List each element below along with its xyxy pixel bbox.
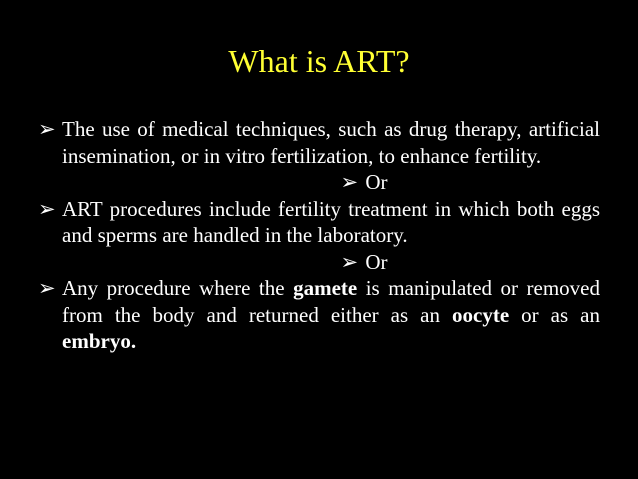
arrow-bullet-icon: ➢ bbox=[38, 117, 56, 141]
bullet-text-part: Any procedure where the bbox=[62, 276, 294, 300]
bullet-text: ART procedures include fertility treatment in which both eggs and sperms are handled in the laboratory. bbox=[62, 196, 600, 247]
slide-title: What is ART? bbox=[228, 43, 410, 79]
arrow-bullet-icon: ➢ bbox=[38, 196, 56, 221]
or-separator bbox=[38, 249, 600, 276]
or-label: Or bbox=[365, 249, 388, 274]
bold-term-embryo: embryo. bbox=[62, 329, 137, 353]
bullet-text: The use of medical techniques, such as drug therapy, artificial insemination, or in vitro fertilization, to enhance fertility. bbox=[62, 117, 600, 168]
bullet-item-procedures bbox=[38, 196, 600, 249]
slide-content bbox=[38, 116, 600, 355]
bullet-item-gamete bbox=[38, 275, 600, 355]
arrow-bullet-icon: ➢ bbox=[340, 249, 359, 274]
bold-term-oocyte: oocyte bbox=[452, 302, 510, 327]
bullet-text-part: is manipulated or removed from the body and returned either as an bbox=[62, 276, 600, 327]
or-separator bbox=[38, 169, 600, 196]
bullet-text-part: or as an bbox=[509, 302, 600, 327]
arrow-bullet-icon: ➢ bbox=[340, 170, 359, 194]
or-label: Or bbox=[365, 170, 388, 194]
bullet-item-definition bbox=[38, 116, 600, 169]
arrow-bullet-icon: ➢ bbox=[38, 276, 56, 300]
bold-term-gamete: gamete bbox=[293, 276, 358, 300]
